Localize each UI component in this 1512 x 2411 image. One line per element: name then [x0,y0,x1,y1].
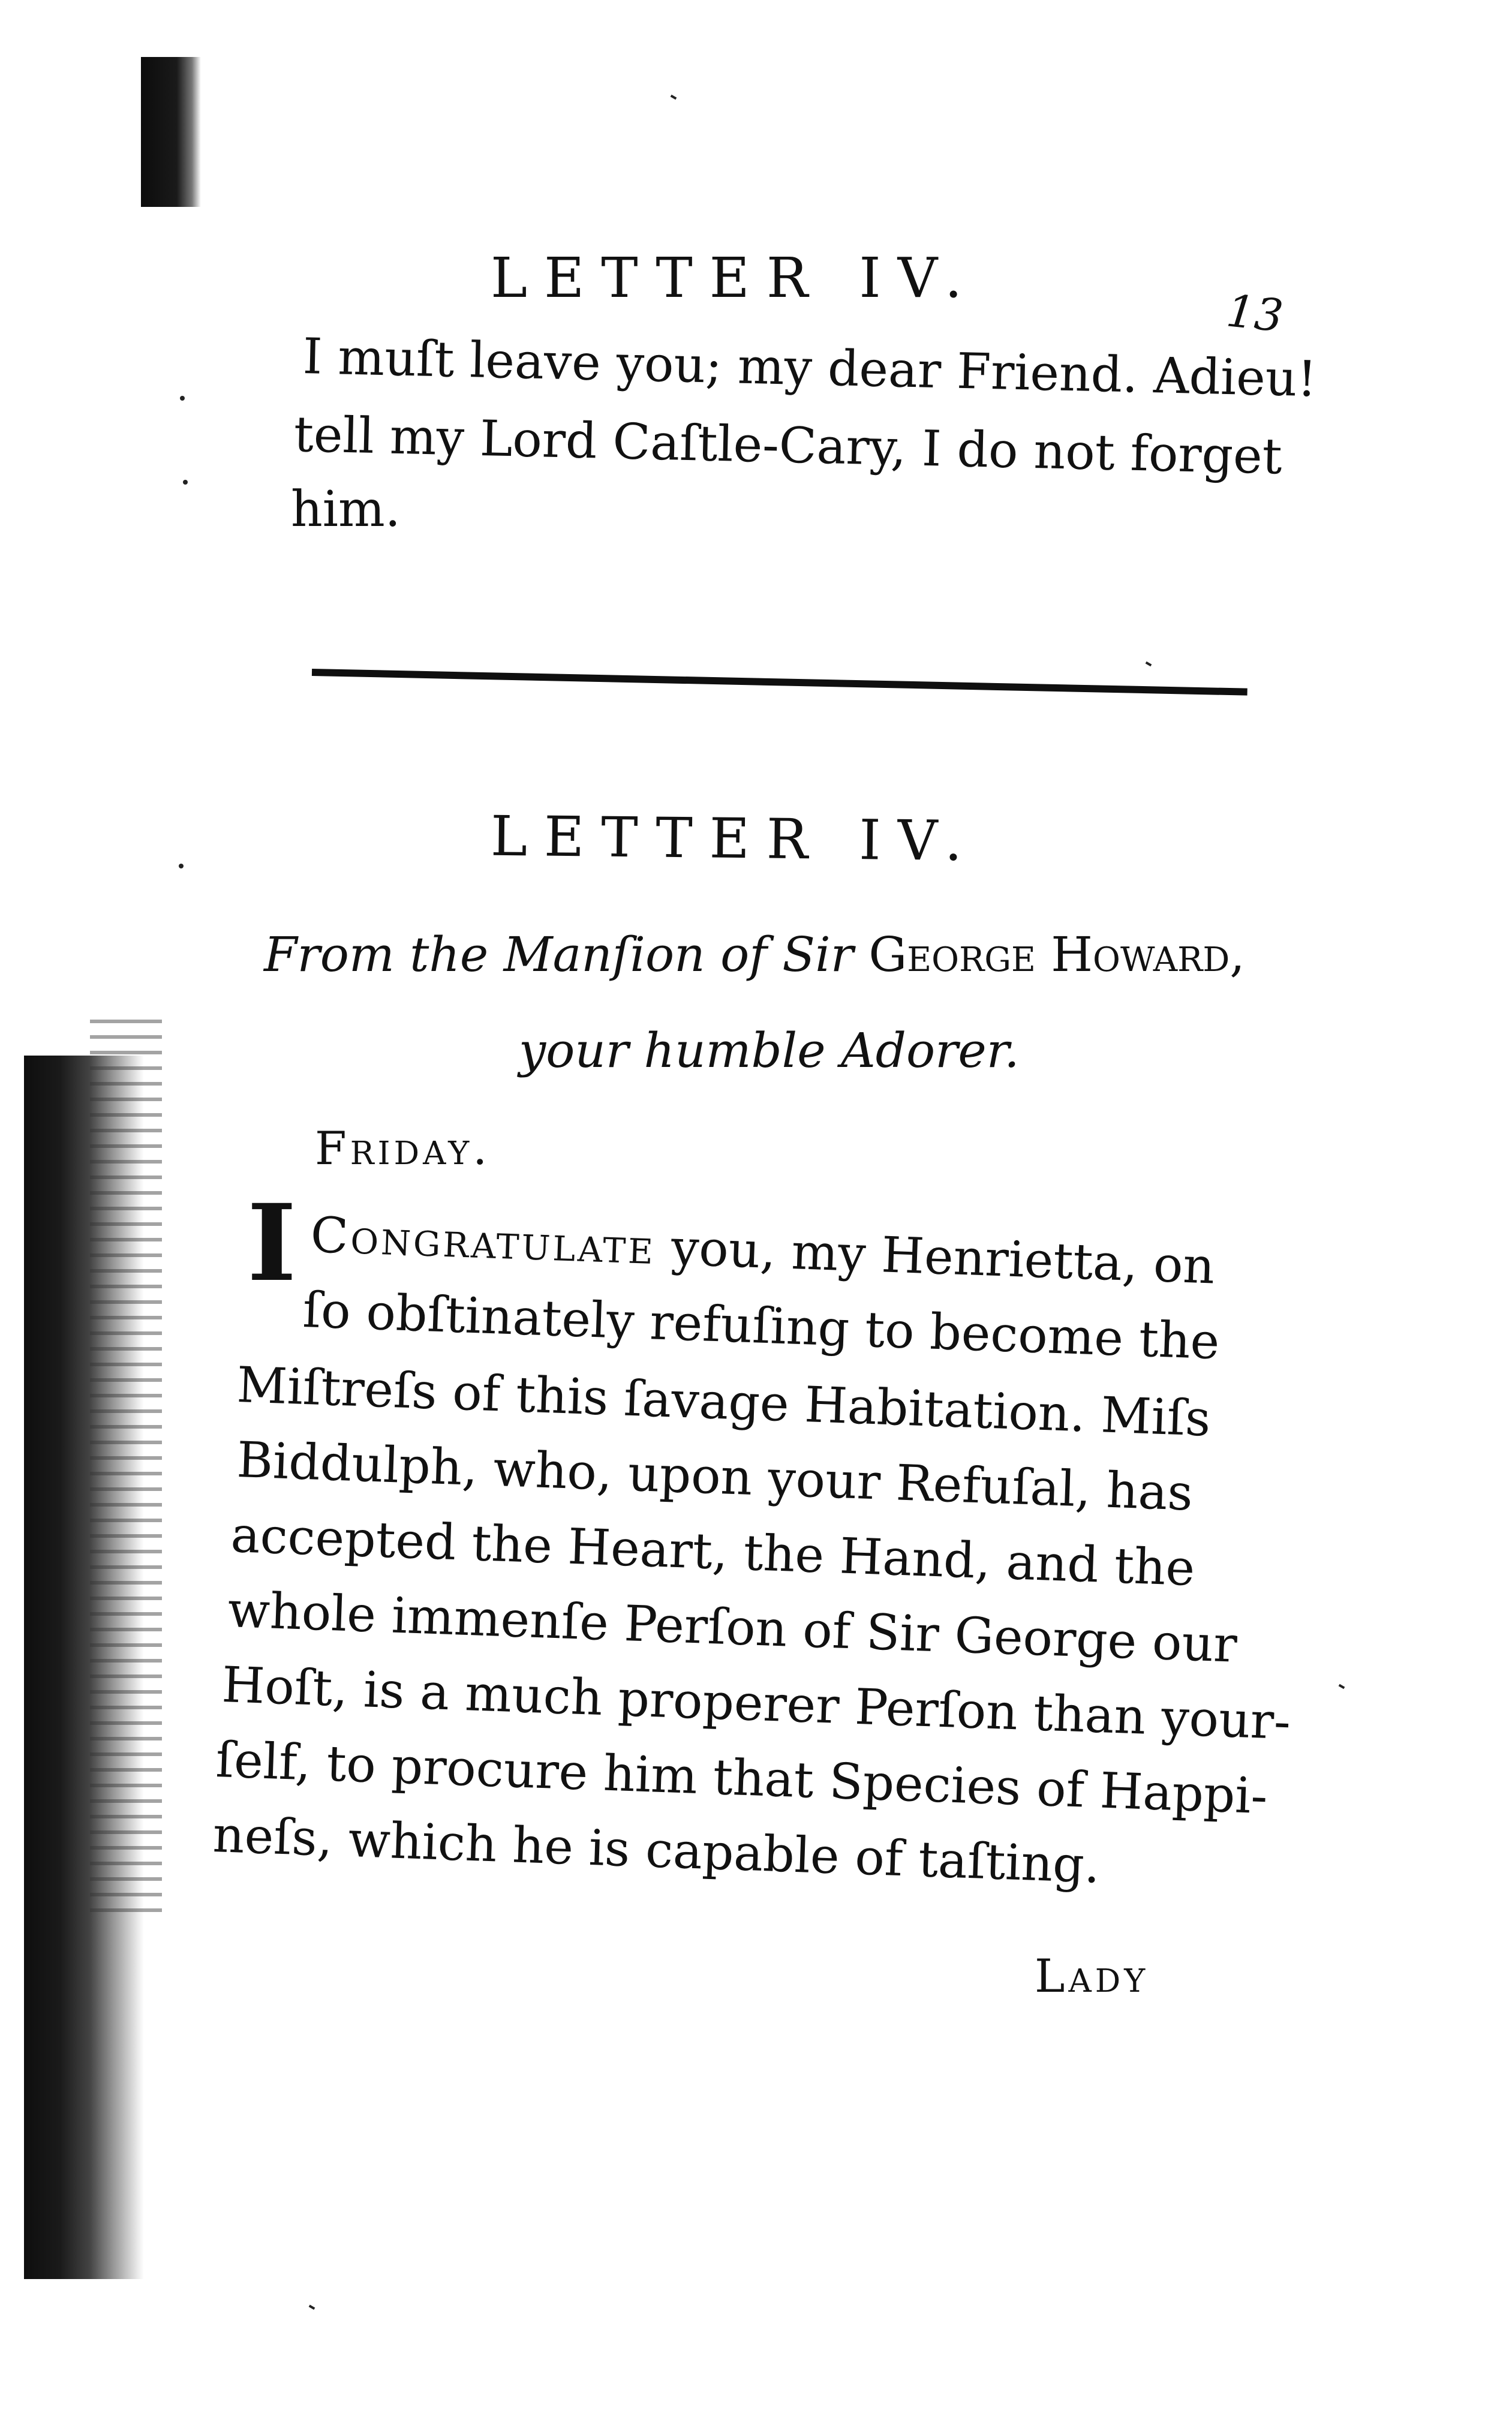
body-line: Hoſt, is a much properer Perſon than your- [221,1657,1292,1751]
dateline [264,927,1245,982]
page-number: 13 [1224,285,1286,342]
margin-speck [179,864,184,868]
dateline-signature: your humble Adorer. [519,1023,1020,1078]
body-line: ſelf, to procure him that Species of Happi- [215,1731,1268,1826]
body-line: Miſtreſs of this ſavage Habitation. Miſs [236,1357,1212,1448]
dateline-text: From the Manſion of Sir [264,927,853,982]
section-divider [312,669,1248,696]
margin-speck [183,480,188,485]
catchword: Lady [1035,1949,1149,2003]
closing-line: tell my Lord Caſtle-Cary, I do not forget [293,406,1283,486]
body-line: Biddulph, who, upon your Refuſal, has [236,1432,1194,1522]
body-line: accepted the Heart, the Hand, and the [230,1507,1196,1598]
letter-day: Friday. [315,1122,491,1175]
body-line: neſs, which he is capable of taſting. [212,1806,1101,1895]
binding-shadow-top [141,57,201,207]
first-word: Congratulate [309,1207,657,1276]
body-line [309,1206,1216,1297]
body-line: ſo obſtinately refuſing to become the [302,1282,1221,1371]
closing-line: I muſt leave you; my dear Friend. Adieu! [302,328,1318,408]
dateline-name: George Howard, [868,927,1245,982]
margin-speck [180,396,185,401]
stray-mark [309,2305,315,2310]
closing-line: him. [291,481,401,538]
body-line: whole immenſe Perſon of Sir George our [227,1582,1239,1674]
stray-mark [1146,662,1152,666]
running-header: LETTER IV. [491,246,979,310]
stray-mark [671,95,677,100]
first-line-rest: you, my Henrietta, on [670,1219,1216,1295]
stray-mark [1339,1684,1345,1689]
binding-speckles [90,1020,162,1919]
drop-cap: I [247,1181,297,1305]
letter-heading: LETTER IV. [490,804,979,874]
